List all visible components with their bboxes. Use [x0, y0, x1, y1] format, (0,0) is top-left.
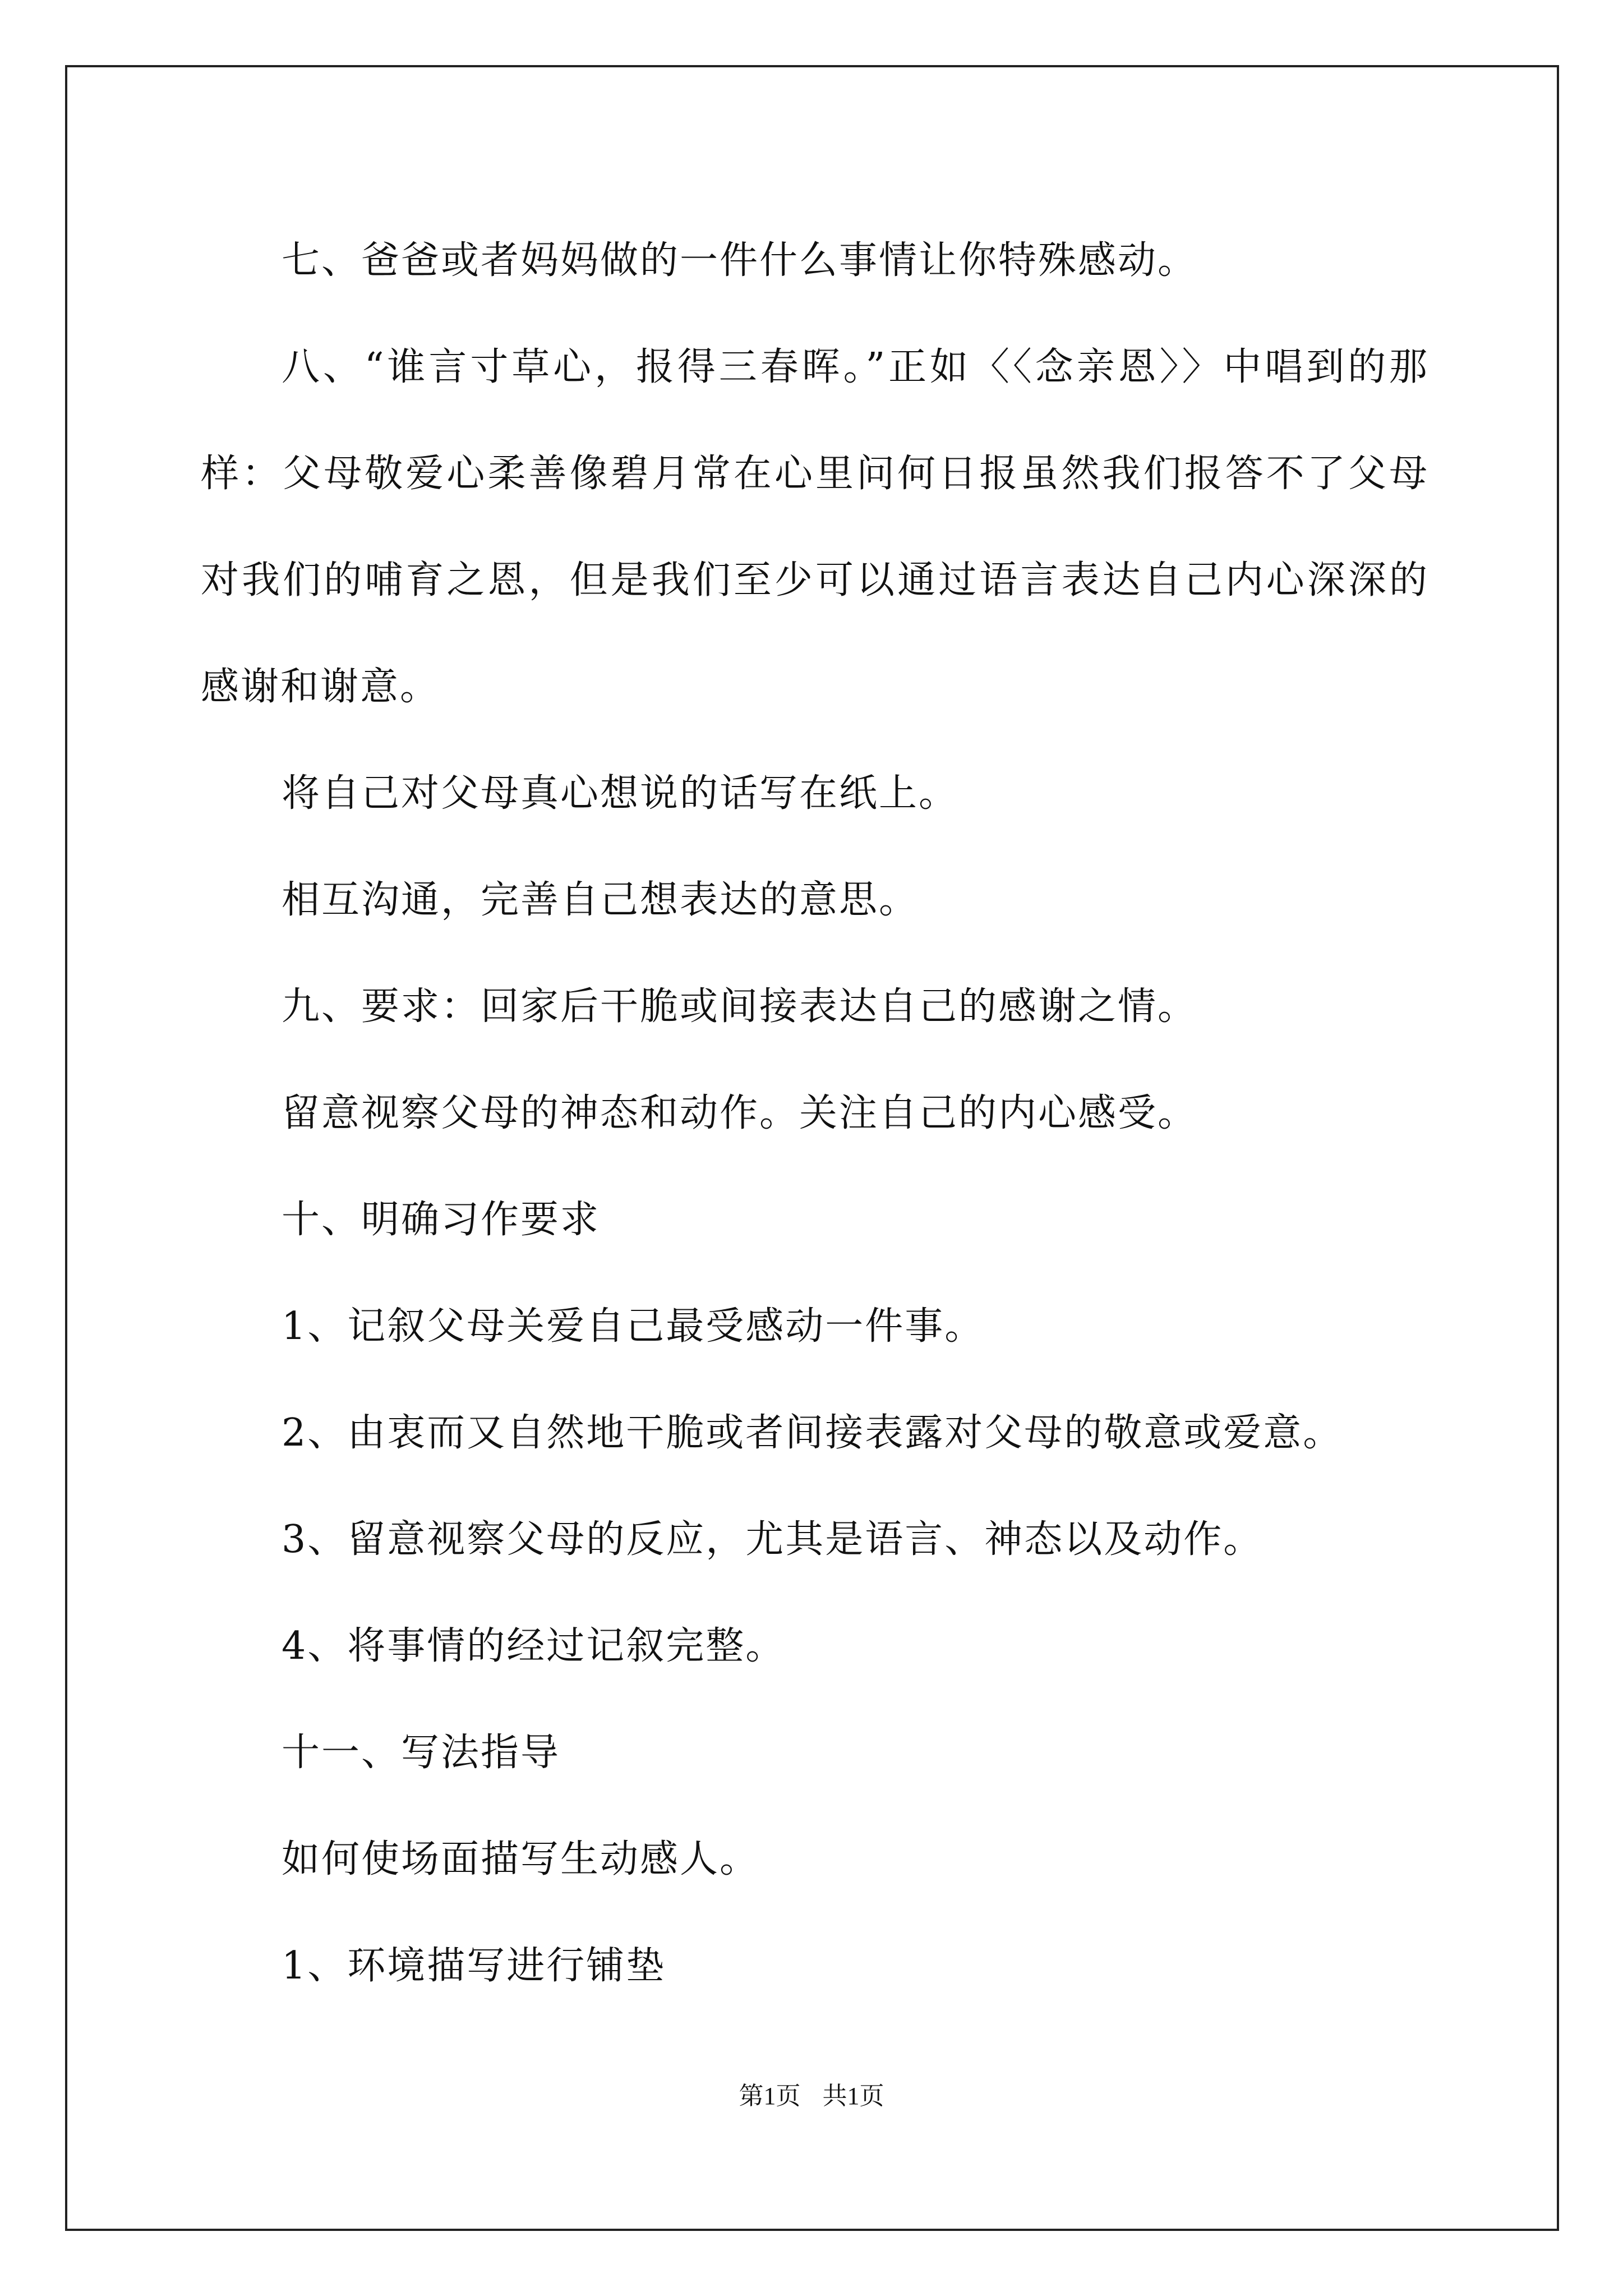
requirement-4: 4、将事情的经过记叙完整。: [282, 1624, 786, 1668]
paragraph-8: 八、“谁言寸草心，报得三春晖。”正如〈〈念亲恩〉〉中唱到的那样：父母敬爱心柔善像碧月常在心里问何日报虽然我们报答不了父母对我们的哺育之恩，但是我们至少可以通过语言表达自己内心深深的感谢和谢意。: [201, 345, 1429, 709]
requirement-1: 1、记叙父母关爱自己最受感动一件事。: [282, 1304, 985, 1349]
paragraph-9: 九、要求：回家后干脆或间接表达自己的感谢之情。: [282, 984, 1198, 1029]
document-body: [201, 208, 1429, 2019]
paragraph-10-heading: 十、明确习作要求: [282, 1198, 601, 1242]
paragraph-11-heading: 十一、写法指导: [282, 1731, 561, 1775]
paragraph-7: 七、爸爸或者妈妈做的一件什么事情让你特殊感动。: [282, 238, 1198, 283]
paragraph-observe: 留意视察父母的神态和动作。关注自己的内心感受。: [282, 1091, 1198, 1135]
paragraph-write-on-paper: 将自己对父母真心想说的话写在纸上。: [282, 771, 959, 816]
requirement-3: 3、留意视察父母的反应，尤其是语言、神态以及动作。: [282, 1517, 1264, 1562]
page-footer: [0, 2076, 1623, 2111]
paragraph-scene-writing: 如何使场面描写生动感人。: [282, 1837, 760, 1881]
requirement-2: 2、由衷而又自然地干脆或者间接表露对父母的敬意或爱意。: [282, 1411, 1343, 1455]
page-number: 第1页: [739, 2082, 801, 2110]
guide-1: 1、环境描写进行铺垫: [282, 1944, 666, 1988]
paragraph-communicate: 相互沟通，完善自己想表达的意思。: [282, 878, 919, 922]
page-total: 共1页: [822, 2082, 884, 2110]
